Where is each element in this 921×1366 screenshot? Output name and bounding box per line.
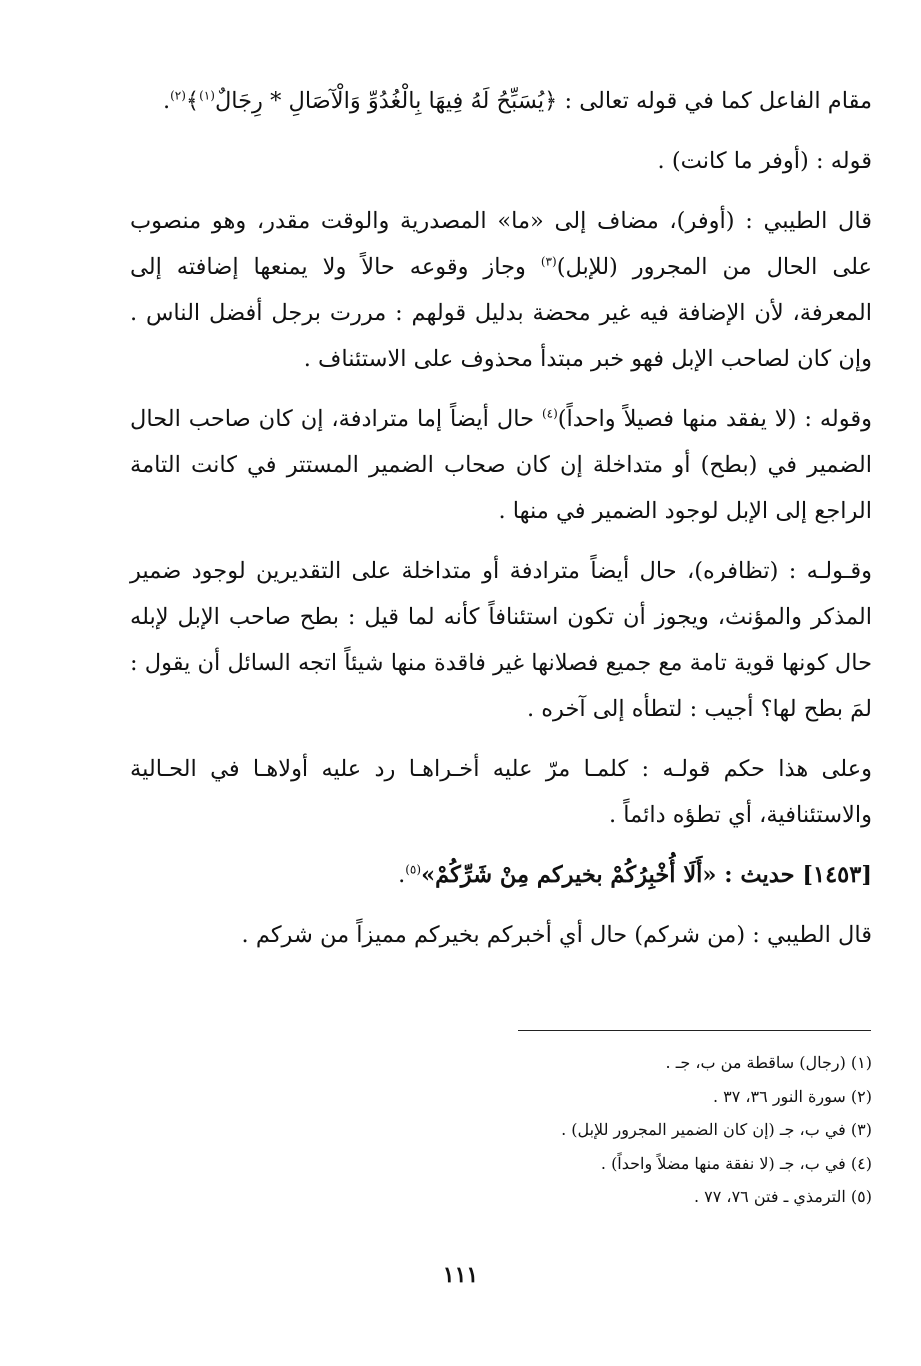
paragraph-quran-verse [130, 78, 872, 124]
paragraph-text: وقوله : (لا يفقد منها فصيلاً واحداً) [557, 406, 872, 432]
paragraph-la-yafqid [130, 396, 872, 534]
paragraph-tibi-sharrikum [130, 912, 872, 958]
paragraph-qawluh-awfar [130, 138, 872, 184]
paragraph-text: مقام الفاعل كما في قوله تعالى : ﴿يُسَبِّحُ لَهُ فِيهَا بِالْغُدُوِّ وَالْآصَالِ * رِجَالٌ [214, 88, 872, 114]
footnote-ref: (١) [199, 88, 215, 103]
footnote-divider [518, 1030, 871, 1031]
hadith-number: [١٤٥٣] [802, 862, 872, 888]
footnote-item: (٢) سورة النور ٣٦، ٣٧ . [712, 1086, 872, 1106]
paragraph-text: . [162, 88, 171, 114]
paragraph-hadith-1453 [130, 852, 872, 898]
paragraph-hukm [130, 746, 872, 838]
footnote-ref: (٣) [540, 254, 557, 269]
page-body [130, 78, 872, 972]
paragraph-text: حال أيضاً إما مترادفة، إن كان صاحب الحال الضمير في (بطح) أو متداخلة إن كان صحاب الضمير المستتر في كانت التامة الراجع إلى الإبل لوجود الضمير في منها . [130, 406, 872, 524]
paragraph-tibi-awfar [130, 198, 872, 382]
footnote-item: (٥) الترمذي ـ فتن ٧٦، ٧٧ . [693, 1187, 872, 1206]
paragraph-text: وقـولـه : (تظافره)، حال أيضاً مترادفة أو متداخلة على التقديرين لوجود ضمير المذكر والمؤنث، ويجوز أن تكون استئنافاً كأنه لما قيل : بطح صاحب الإبل لإبله حال كونها قوية تامة مع جميع فصلانها غير فاقدة منها شيئاً اتجه السائل أن يقول : لمَ بطح لها؟ أجيب : لتطأه إلى آخره . [130, 558, 872, 722]
paragraph-text: وعلى هذا حكم قولـه : كلمـا مرّ عليه أخـراهـا رد عليه أولاهـا في الحـالية والاستئنافية، أي تطؤه دائماً . [130, 756, 872, 828]
footnote-ref: (٥) [405, 862, 422, 877]
footnote-ref: (٢) [170, 88, 186, 103]
footnote-ref: (٤) [541, 406, 558, 421]
paragraph-text: وجاز وقوعه حالاً ولا يمنعها إضافته إلى المعرفة، لأن الإضافة فيه غير محضة بدليل قولهم : مررت برجل أفضل الناس . وإن كان لصاحب الإبل فهو خبر مبتدأ محذوف على الاستئناف . [130, 254, 872, 372]
paragraph-text: قوله : (أوفر ما كانت) . [657, 148, 872, 174]
footnotes [130, 1046, 872, 1214]
page-number: ١١١ [442, 1262, 479, 1288]
paragraph-tazafuruh [130, 548, 872, 732]
paragraph-text: . [398, 862, 406, 888]
paragraph-text: قال الطيبي : (أوفر)، مضاف إلى «ما» المصدرية والوقت مقدر، وهو منصوب على الحال من المجرور (للإبل) [130, 208, 872, 280]
footnote-item: (٣) في ب، جـ (إن كان الضمير المجرور للإبل) . [561, 1120, 872, 1139]
paragraph-text: قال الطيبي : (من شركم) حال أي أخبركم بخيركم مميزاً من شركم . [241, 922, 872, 948]
paragraph-text: ﴾ [185, 88, 200, 114]
paragraph-text: حديث : «أَلَا أُخْبِرُكُمْ بخيركم مِنْ شَرِّكُمْ» [421, 862, 803, 888]
footnote-item: (٤) في ب، جـ (لا نفقة منها مضلاً واحداً) . [600, 1153, 872, 1173]
footnote-item: (١) (رجال) ساقطة من ب، جـ . [665, 1053, 872, 1072]
